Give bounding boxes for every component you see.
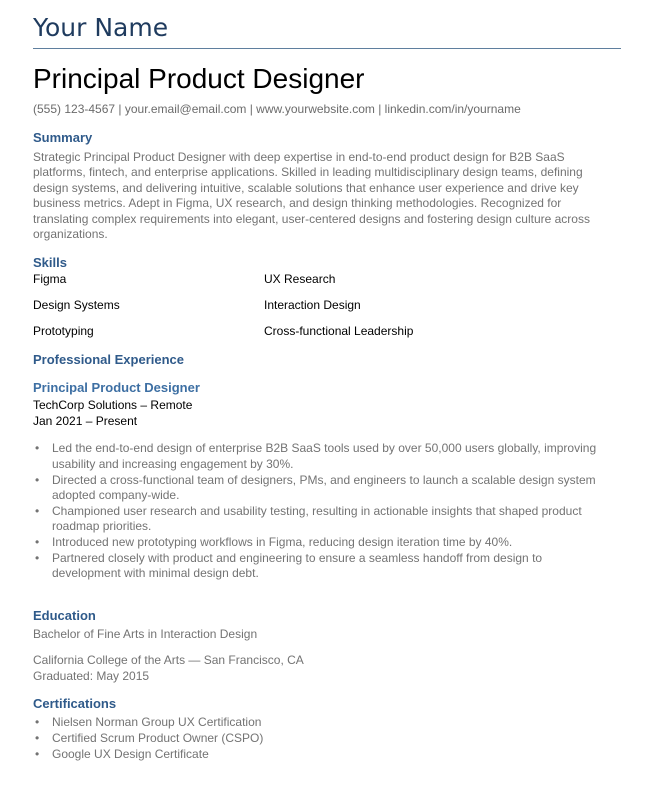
bullet-icon: • — [35, 715, 40, 730]
experience-bullet — [33, 535, 621, 551]
experience-heading: Professional Experience — [33, 352, 185, 368]
school: California College of the Arts — San Francisco, CA — [33, 653, 304, 668]
skill-item: Figma — [33, 272, 67, 287]
certification-item — [33, 746, 621, 762]
bullet-text: Directed a cross-functional team of designers, PMs, and engineers to launch a scalable design system adopted company-wide. — [52, 472, 596, 503]
employment-dates: Jan 2021 – Present — [33, 413, 138, 428]
experience-bullet — [33, 551, 621, 582]
bullet-icon: • — [35, 472, 40, 487]
certification-text: Nielsen Norman Group UX Certification — [52, 715, 262, 730]
skill-item: Prototyping — [33, 324, 94, 339]
skill-item: UX Research — [264, 272, 336, 287]
certification-item — [33, 714, 621, 730]
skill-item: Cross-functional Leadership — [264, 324, 414, 339]
certifications-heading: Certifications — [33, 696, 117, 712]
company-location: TechCorp Solutions – Remote — [33, 398, 193, 413]
education-heading: Education — [33, 607, 96, 623]
experience-bullet — [33, 441, 621, 472]
bullet-text: Championed user research and usability testing, resulting in actionable insights that shaped product roadmap priorities. — [52, 503, 582, 534]
certification-text: Google UX Design Certificate — [52, 747, 209, 762]
certification-text: Certified Scrum Product Owner (CSPO) — [52, 731, 264, 746]
bullet-icon: • — [35, 747, 40, 762]
skill-item: Design Systems — [33, 298, 120, 313]
summary-text: Strategic Principal Product Designer with deep expertise in end-to-end product design for B2B SaaS platforms, fintech, and enterprise applications. Skilled in leading multidisciplinary design teams, defining design systems, and delivering intuitive, scalable solutions that enhance user experience and drive key business metrics. Adept in Figma, UX research, and design thinking methodologies. Recognized for translating complex requirements into elegant, user-centered designs and fostering design culture across organizations. — [33, 150, 590, 242]
skill-item: Interaction Design — [264, 298, 361, 313]
experience-bullet-list — [33, 441, 621, 581]
role-title: Principal Product Designer — [33, 380, 200, 396]
bullet-icon: • — [35, 550, 40, 565]
contact-line: (555) 123-4567 | your.email@email.com | www.yourwebsite.com | linkedin.com/in/yourname — [33, 102, 521, 116]
experience-bullet — [33, 473, 621, 504]
bullet-icon: • — [35, 535, 40, 549]
bullet-text: Led the end-to-end design of enterprise B2B SaaS tools used by over 50,000 users globally, improving usability and increasing engagement by 30%. — [52, 441, 597, 472]
bullet-icon: • — [35, 441, 40, 456]
skills-heading: Skills — [33, 255, 67, 271]
header-divider — [33, 48, 621, 49]
certification-item — [33, 730, 621, 746]
summary-heading: Summary — [33, 130, 93, 145]
job-title: Principal Product Designer — [33, 63, 365, 94]
certification-list — [33, 714, 621, 762]
candidate-name: Your Name — [33, 13, 169, 42]
bullet-text: Introduced new prototyping workflows in Figma, reducing design iteration time by 40%. — [52, 535, 513, 549]
degree: Bachelor of Fine Arts in Interaction Design — [33, 626, 258, 641]
graduation-date: Graduated: May 2015 — [33, 668, 150, 683]
bullet-icon: • — [35, 503, 40, 518]
experience-bullet — [33, 504, 621, 535]
bullet-text: Partnered closely with product and engineering to ensure a seamless handoff from design to development with minimal design debt. — [52, 550, 543, 581]
bullet-icon: • — [35, 731, 40, 746]
skills-grid — [33, 272, 621, 339]
